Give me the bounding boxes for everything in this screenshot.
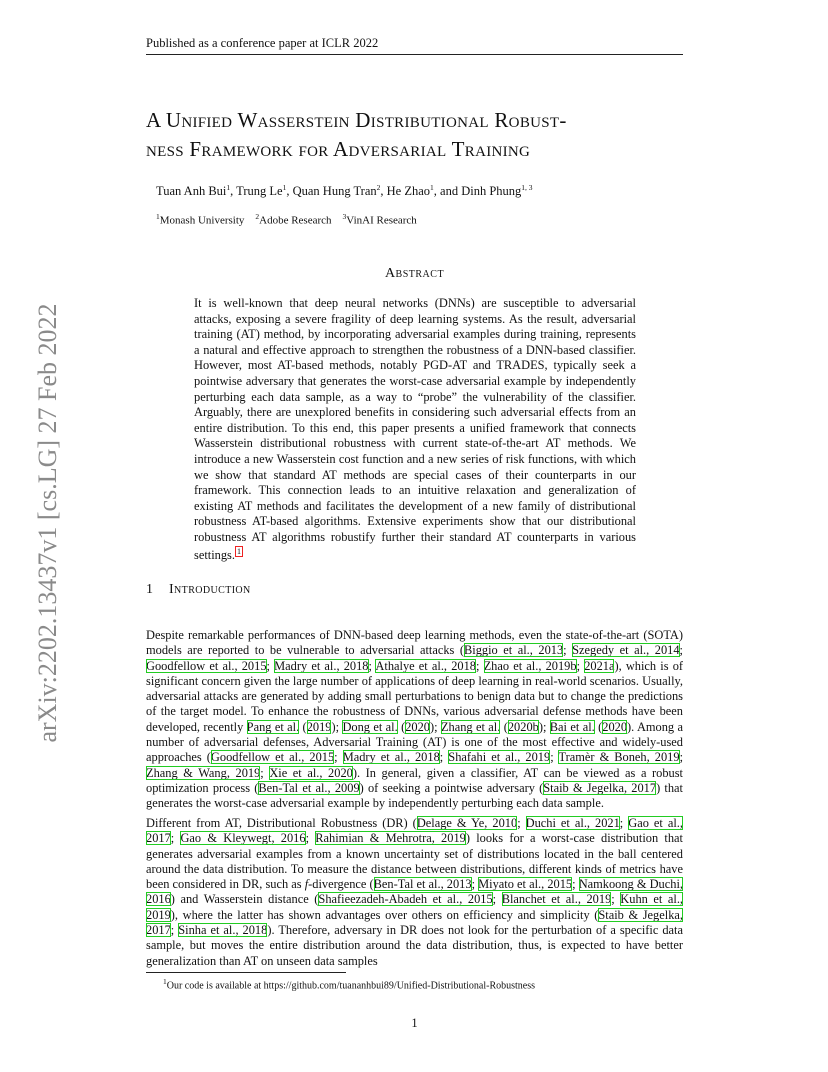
- citation-link[interactable]: Madry et al., 2018: [342, 750, 440, 765]
- affil-mark: 2: [255, 212, 260, 221]
- text-run: ;: [492, 892, 502, 907]
- text-run: ;: [170, 831, 181, 846]
- citation-link[interactable]: Duchi et al., 2021: [525, 816, 620, 830]
- author-list: [156, 183, 696, 199]
- section-heading: [146, 582, 683, 598]
- author: Tuan Anh Bui: [156, 184, 227, 199]
- arxiv-stamp-text[interactable]: arXiv:2202.13437v1 [cs.LG] 27 Feb 2022: [33, 303, 62, 743]
- paper-title: [146, 106, 706, 164]
- author-affil-mark: 1: [282, 183, 287, 192]
- text-run: ). Therefore, adversary in DR does not look for the perturbation of a specific data sample, but moves the entire distribution around the data distribution, thus, is expected to have better generalization than AT on unseen data samples: [146, 923, 683, 968]
- author-affil-mark: 1, 3: [521, 183, 533, 192]
- text-run: );: [331, 719, 343, 734]
- abstract-body: [194, 296, 636, 563]
- title-line-2: ness Framework for Adversarial Training: [146, 137, 531, 161]
- text-run: ;: [368, 658, 376, 673]
- text-run: ;: [266, 658, 275, 673]
- citation-link[interactable]: 2019: [306, 719, 332, 734]
- text-run: -divergence (: [308, 877, 374, 892]
- citation-link[interactable]: Xie et al., 2020: [269, 765, 353, 780]
- intro-paragraph-1: [146, 628, 683, 812]
- text-run: ;: [550, 750, 559, 765]
- text-run: ;: [439, 750, 449, 765]
- arxiv-stamp: [33, 288, 62, 758]
- text-run: ), which is of significant concern given the large number of applications of deep learning in real-world scenarios. Usually, adversarial attacks are generated by adding small perturbations to benign data but to change the predictions of the target model. To enhance the robustness of DNNs, various adversarial defense methods have been developed, recently: [146, 658, 684, 734]
- text-run: (: [299, 719, 307, 734]
- citation-link[interactable]: Shafieezadeh-Abadeh et al., 2015: [318, 892, 493, 907]
- affil-mark: 3: [342, 212, 347, 221]
- math-symbol: f: [304, 877, 309, 892]
- text-run: ) and Wasserstein distance (: [170, 892, 319, 907]
- citation-link[interactable]: 2021a: [584, 658, 615, 673]
- footnote-link[interactable]: 1: [236, 546, 241, 556]
- citation-link[interactable]: Delage & Ye, 2010: [416, 816, 518, 830]
- citation-link[interactable]: Athalye et al., 2018: [375, 658, 476, 673]
- text-run: ;: [611, 892, 621, 907]
- text-run: ) that generates the worst-case adversarial example by independently perturbing each data sample.: [146, 780, 683, 811]
- citation-link[interactable]: Zhao et al., 2019b: [483, 658, 577, 673]
- text-run: ;: [563, 643, 573, 658]
- citation-link[interactable]: Staib & Jegelka, 2017: [543, 780, 657, 795]
- text-run: );: [430, 719, 441, 734]
- intro-paragraph-2: [146, 816, 683, 969]
- author: , and Dinh Phung: [433, 184, 522, 199]
- citation-link[interactable]: 2020: [405, 719, 430, 734]
- citation-link[interactable]: Sinha et al., 2018: [178, 923, 268, 938]
- citation-link[interactable]: Staib & Jegelka, 2017: [146, 907, 683, 938]
- citation-link[interactable]: Miyato et al., 2015: [478, 877, 573, 892]
- citation-link[interactable]: Bai et al.: [549, 719, 595, 734]
- citation-link[interactable]: Kuhn et al., 2019: [146, 892, 684, 922]
- text-run: (: [397, 719, 406, 734]
- citation-link[interactable]: Szegedy et al., 2014: [572, 643, 680, 658]
- citation-link[interactable]: Goodfellow et al., 2015: [210, 750, 335, 765]
- author: , Trung Le: [230, 184, 283, 199]
- text-run: ;: [471, 877, 479, 892]
- text-run: Different from AT, Distributional Robustness (DR) (: [146, 816, 417, 830]
- footnote-rule: [146, 972, 346, 973]
- footnote-mark: 1: [163, 977, 167, 986]
- text-run: (: [594, 719, 603, 734]
- text-run: ). Among a number of adversarial defenses, Adversarial Training (AT) is one of the most effective and widely-used approaches (: [146, 719, 683, 765]
- citation-link[interactable]: Madry et al., 2018: [274, 658, 369, 673]
- text-run: ) looks for a worst-case distribution that generates adversarial examples from a known uncertainty set of distributions located in the ball centered around the data distribution. To measure the distance between distributions, different kinds of metrics have been considered in DR, such as: [146, 831, 683, 892]
- abstract-heading: Abstract: [384, 266, 445, 281]
- citation-link[interactable]: 2020b: [507, 719, 539, 734]
- affiliation: Adobe Research: [259, 214, 332, 227]
- author-affil-mark: 2: [376, 183, 381, 192]
- affil-mark: 1: [156, 212, 160, 221]
- text-run: ;: [305, 831, 316, 846]
- text-run: ;: [334, 750, 343, 765]
- citation-link[interactable]: Ben-Tal et al., 2013: [373, 877, 472, 892]
- citation-link[interactable]: 2020: [602, 719, 628, 734]
- text-run: ;: [260, 765, 270, 780]
- text-run: ;: [517, 816, 526, 830]
- author-affil-mark: 1: [430, 183, 434, 192]
- citation-link[interactable]: Ben-Tal et al., 2009: [258, 780, 360, 795]
- text-run: Despite remarkable performances of DNN-based deep learning methods, even the state-of-the-art (SOTA) models are reported to be vulnerable to adversarial attacks (: [146, 628, 683, 658]
- text-run: ;: [679, 643, 683, 658]
- header-rule: [146, 54, 683, 55]
- affiliation-list: [156, 212, 696, 227]
- affiliation: Monash University: [159, 214, 245, 227]
- page-number: 1: [411, 1016, 418, 1030]
- citation-link[interactable]: Gao & Kleywegt, 2016: [180, 831, 306, 846]
- citation-link[interactable]: Biggio et al., 2013: [464, 643, 564, 658]
- affiliation: VinAI Research: [346, 214, 417, 227]
- text-run: ) of seeking a pointwise adversary (: [359, 780, 544, 795]
- section-title: Introduction: [169, 582, 251, 597]
- text-run: ;: [170, 923, 179, 938]
- citation-link[interactable]: Goodfellow et al., 2015: [146, 658, 267, 673]
- text-run: (: [500, 719, 508, 734]
- text-run: ). In general, given a classifier, AT can be viewed as a robust optimization process (: [146, 765, 684, 795]
- text-run: );: [538, 719, 550, 734]
- section-number: 1: [146, 582, 153, 597]
- text-run: ;: [576, 658, 585, 673]
- footnote: [163, 977, 683, 991]
- text-run: ;: [475, 658, 484, 673]
- citation-link[interactable]: Dong et al.: [342, 719, 398, 734]
- citation-link[interactable]: Gao et al., 2017: [146, 816, 683, 846]
- author-affil-mark: 1: [226, 183, 231, 192]
- citation-link[interactable]: Zhang & Wang, 2019: [146, 765, 261, 780]
- citation-link[interactable]: Namkoong & Duchi, 2016: [146, 877, 683, 907]
- title-line-1: A Unified Wasserstein Distributional Robust-: [146, 108, 567, 132]
- text-run: ;: [679, 750, 684, 765]
- author: , Quan Hung Tran: [286, 184, 377, 199]
- text-run: ;: [572, 877, 579, 892]
- text-run: ), where the latter has shown advantages over others on efficiency and simplicity (: [170, 907, 599, 922]
- citation-link[interactable]: Pang et al.: [246, 719, 300, 734]
- citation-link[interactable]: Shafahi et al., 2019: [448, 750, 551, 765]
- citation-link[interactable]: Tramèr & Boneh, 2019: [558, 750, 680, 765]
- author: , He Zhao: [380, 184, 431, 199]
- citation-link[interactable]: Blanchet et al., 2019: [501, 892, 612, 907]
- citation-link[interactable]: Rahimian & Mehrotra, 2019: [315, 831, 466, 846]
- running-header: Published as a conference paper at ICLR 2022: [146, 36, 379, 50]
- text-run: ;: [619, 816, 629, 830]
- footnote-text: Our code is available at https://github.com/tuananhbui89/Unified-Distributional-Robustness: [166, 980, 536, 992]
- abstract-text: It is well-known that deep neural networks (DNNs) are susceptible to adversarial attacks, exposing a severe fragility of deep learning systems. As the result, adversarial training (AT) method, by incorporating adversarial examples during training, represents a natural and effective approach to strengthen the robustness of a DNN-based classifier. However, most AT-based methods, notably PGD-AT and TRADES, typically seek a pointwise adversary that generates the worst-case adversarial example by independently perturbing each data sample, as a way to “probe” the vulnerability of the classifier. Arguably, there are unexplored benefits in considering such adversarial effects from an entire distribution. To this end, this paper presents a unified framework that connects Wasserstein distributional robustness with current state-of-the-art AT methods. We introduce a new Wasserstein cost function and a new series of risk functions, with which we show that standard AT methods are special cases of their counterparts in our framework. This connection leads to an intuitive relaxation and generalization of existing AT methods and facilitates the development of a new family of distributional robustness AT-based algorithms. Extensive experiments show that our distributional robustness AT algorithms robustify further their standard AT counterparts in various settings.: [194, 296, 636, 562]
- citation-link[interactable]: Zhang et al.: [440, 719, 501, 734]
